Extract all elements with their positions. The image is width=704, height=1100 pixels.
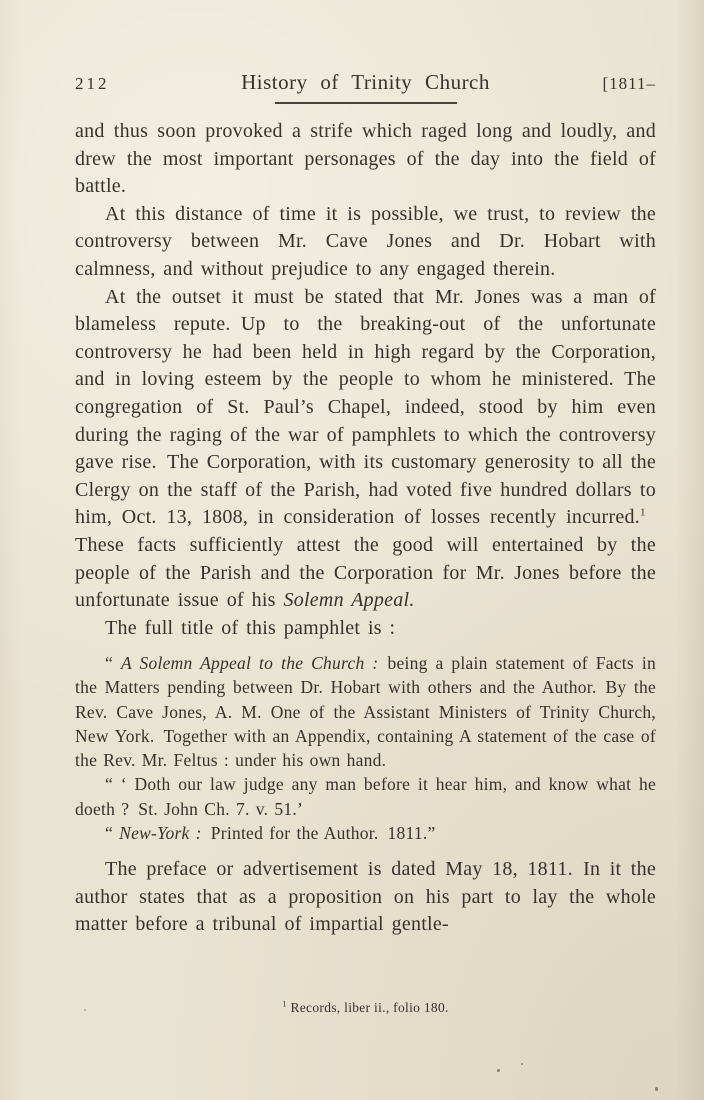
paper-speck xyxy=(497,1069,500,1072)
quote-title-italic: A Solemn Appeal to the Church : xyxy=(120,653,379,674)
page-number: 212 xyxy=(75,74,110,93)
paper-speck xyxy=(84,1009,86,1011)
paragraph-text: At the outset it must be stated that Mr. Jones was a man of blameless repute. Up to the breaking-out of the unfortunate controversy he had been held in high regard by the Corporation, and in loving esteem by the people to whom he ministered. The congregation of St. Paul’s Chapel, indeed, stood by him even during the raging of the war of pamphlets to which the controversy gave rise. The Corporation, with its customary generosity to all the Clergy on the staff of the Parish, had voted five hundred dollars to him, Oct. 13, 1808, in consideration of losses recently incurred. xyxy=(75,285,656,529)
page-header xyxy=(75,70,656,95)
quote-text: Printed for the Author. 1811.” xyxy=(201,822,436,843)
footnote-reference: 1 xyxy=(640,506,646,519)
footnote-marker: 1 xyxy=(282,999,287,1009)
text-column xyxy=(75,70,656,939)
quote-paragraph xyxy=(75,821,656,845)
pamphlet-title-italic: Solemn Appeal. xyxy=(283,589,415,612)
body-text xyxy=(75,118,656,939)
paragraph xyxy=(75,284,656,615)
paragraph: The preface or advertisement is dated May 18, 1811. In it the author states that as a proposition on his part to lay the whole matter before a tribunal of impartial gentle- xyxy=(75,857,656,936)
quote-imprint-italic: New-York : xyxy=(119,822,202,843)
quote-paragraph: “ ‘ Doth our law judge any man before it hear him, and know what he doeth ? St. John Ch. 7. v. 51.’ xyxy=(75,774,656,819)
paragraph-continuation: and thus soon provoked a strife which raged long and loudly, and drew the most important personages of the day into the field of battle. xyxy=(75,120,656,198)
paragraph: The full title of this pamphlet is : xyxy=(105,616,396,639)
quote-open: “ xyxy=(105,653,121,674)
running-title: History of Trinity Church xyxy=(241,70,490,94)
pamphlet-title-quotation xyxy=(75,651,656,845)
footnote-text: Records, liber ii., folio 180. xyxy=(286,1000,449,1015)
quote-open: “ xyxy=(105,822,120,843)
paper-speck xyxy=(655,1087,658,1091)
paragraph: At this distance of time it is possible, we trust, to review the controversy between Mr. Cave Jones and Dr. Hobart with calmness, and without prejudice to any engaged therein. xyxy=(75,202,656,280)
paper-speck xyxy=(521,1063,523,1065)
quote-paragraph xyxy=(75,651,656,772)
paragraph-text: These facts sufficiently attest the good will entertained by the people of the Parish and the Corporation for Mr. Jones before the unfortunate issue of his xyxy=(75,506,656,612)
footnote xyxy=(75,1000,656,1016)
quote-text: being a plain statement of Facts in the Matters pending between Dr. Hobart with others and the Author. By the Rev. Cave Jones, A. M. One of the Assistant Ministers of Trinity Church, New York. Together with an Appendix, containing A statement of the case of the Rev. Mr. Feltus : under his own hand. xyxy=(75,653,656,771)
header-date-range: [1811– xyxy=(602,74,656,93)
header-rule xyxy=(275,102,457,104)
